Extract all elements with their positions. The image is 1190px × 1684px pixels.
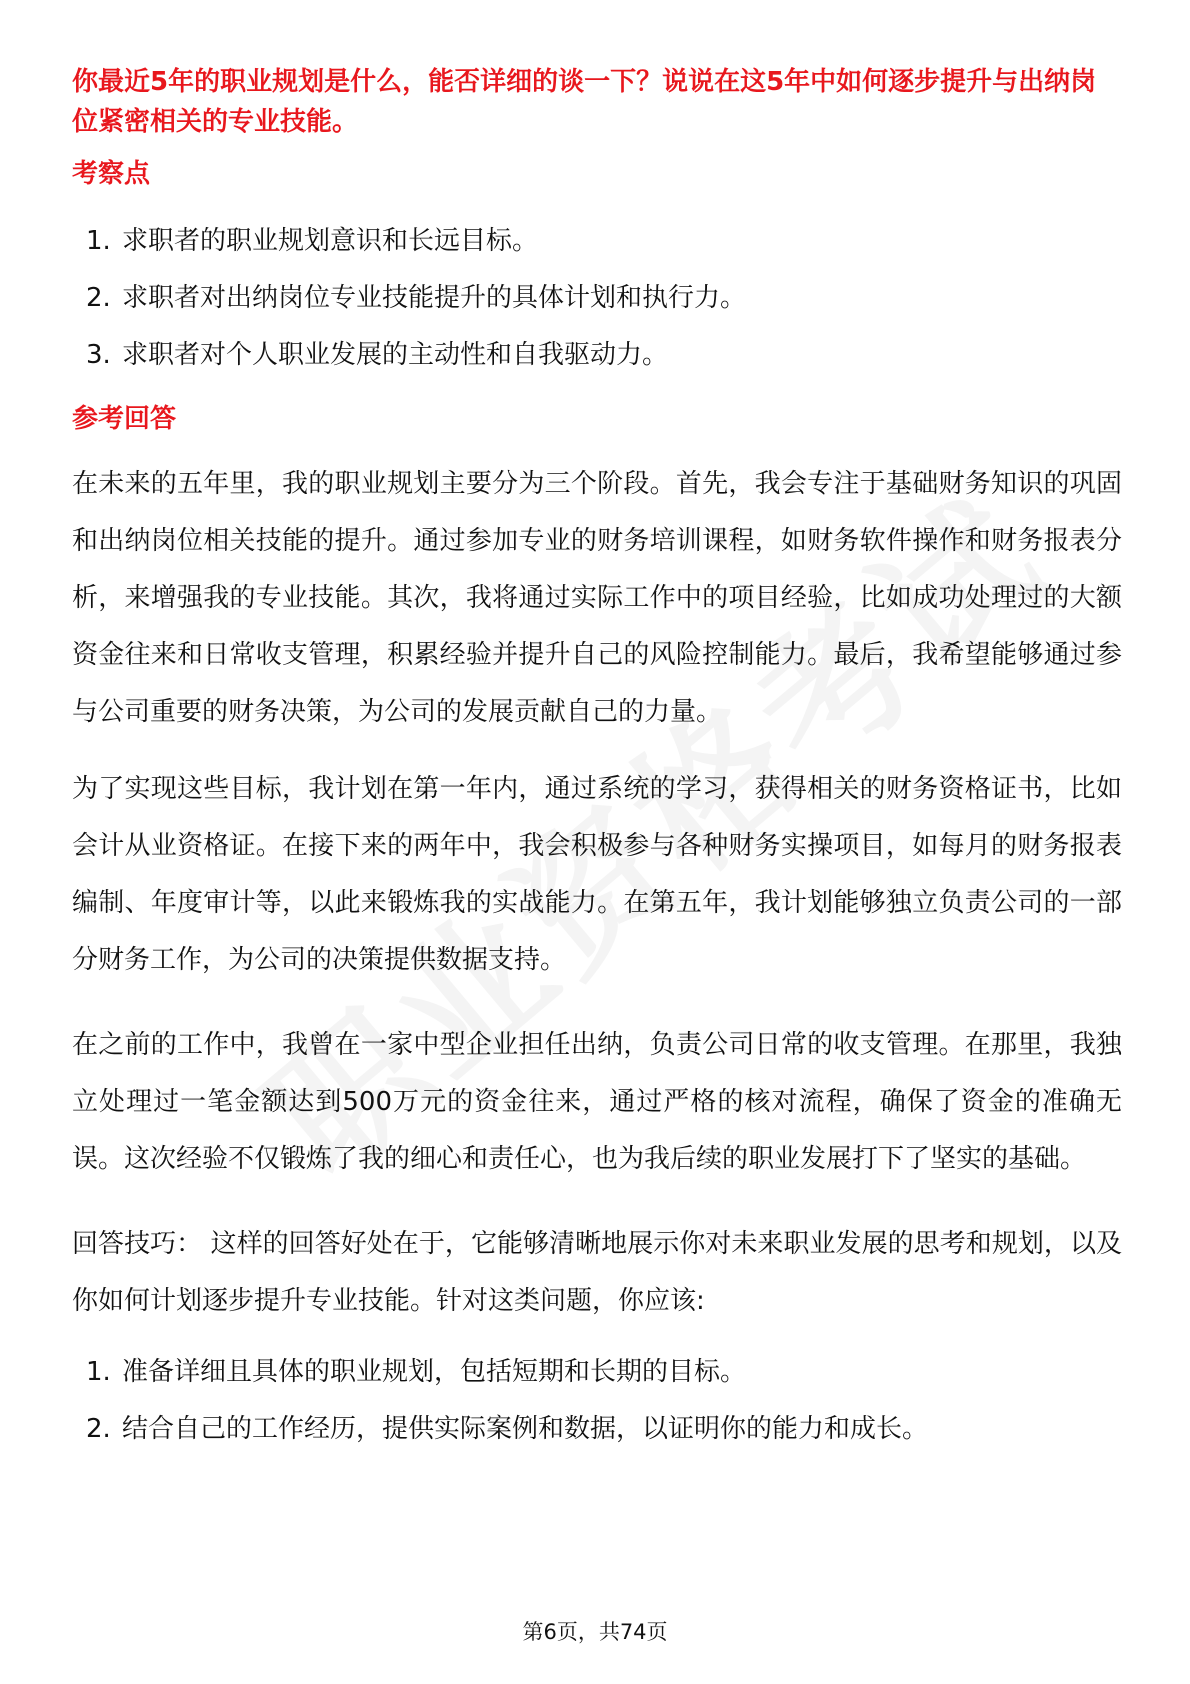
list-item-text: 求职者的职业规划意识和长远目标。 <box>122 226 539 256</box>
list-item-text: 求职者对个人职业发展的主动性和自我驱动力。 <box>122 340 669 370</box>
answer-paragraph: 在未来的五年里，我的职业规划主要分为三个阶段。首先，我会专注于基础财务知识的巩固和出纳岗位相关技能的提升。通过参加专业的财务培训课程，如财务软件操作和财务报表分析，来增强我的专业技能。其次，我将通过实际工作中的项目经验，比如成功处理过的大额资金往来和日常收支管理，积累经验并提升自己的风险控制能力。最后，我希望能够通过参与公司重要的财务决策，为公司的发展贡献自己的力量。 <box>72 469 1122 727</box>
section-heading-points: 考察点 <box>72 159 151 189</box>
answer-paragraph: 在之前的工作中，我曾在一家中型企业担任出纳，负责公司日常的收支管理。在那里，我独立处理过一笔金额达到500万元的资金往来，通过严格的核对流程，确保了资金的准确无误。这次经验不仅锻炼了我的细心和责任心，也为我后续的职业发展打下了坚实的基础。 <box>72 1030 1122 1174</box>
points-list <box>72 221 1122 375</box>
tips-list <box>72 1352 1122 1449</box>
list-item <box>72 1409 1122 1449</box>
list-item-text: 结合自己的工作经历，提供实际案例和数据，以证明你的能力和成长。 <box>122 1414 929 1444</box>
answer-paragraph: 为了实现这些目标，我计划在第一年内，通过系统的学习，获得相关的财务资格证书，比如会计从业资格证。在接下来的两年中，我会积极参与各种财务实操项目，如每月的财务报表编制、年度审计等，以此来锻炼我的实战能力。在第五年，我计划能够独立负责公司的一部分财务工作，为公司的决策提供数据支持。 <box>72 774 1122 975</box>
list-item <box>72 335 1122 375</box>
page-footer: 第6页，共74页 <box>522 1620 668 1644</box>
list-item <box>72 221 1122 261</box>
list-item <box>72 1352 1122 1392</box>
list-item-text: 求职者对出纳岗位专业技能提升的具体计划和执行力。 <box>122 283 747 313</box>
question-title: 你最近5年的职业规划是什么，能否详细的谈一下？说说在这5年中如何逐步提升与出纳岗位紧密相关的专业技能。 <box>72 67 1097 137</box>
section-heading-answer: 参考回答 <box>72 404 177 434</box>
tips-paragraph: 回答技巧： 这样的回答好处在于，它能够清晰地展示你对未来职业发展的思考和规划，以及你如何计划逐步提升专业技能。针对这类问题，你应该: <box>72 1229 1122 1316</box>
list-item-number: 1. <box>86 1357 111 1387</box>
list-item-text: 准备详细且具体的职业规划，包括短期和长期的目标。 <box>122 1357 747 1387</box>
list-item-number: 2. <box>86 283 111 313</box>
list-item-number: 3. <box>86 340 111 370</box>
page-content <box>72 62 1122 1466</box>
list-item <box>72 278 1122 318</box>
list-item-number: 1. <box>86 226 111 256</box>
list-item-number: 2. <box>86 1414 111 1444</box>
